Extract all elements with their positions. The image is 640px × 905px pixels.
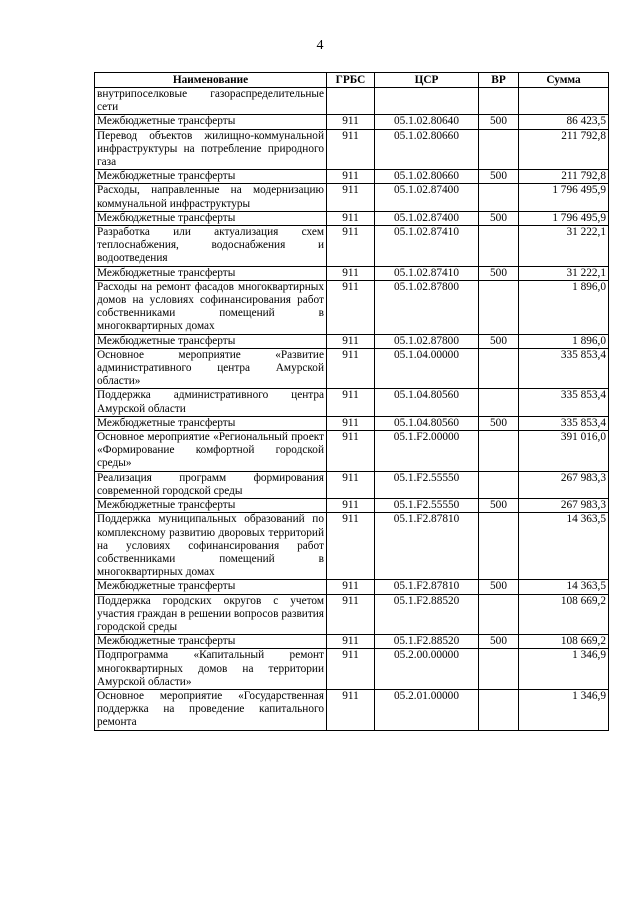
table-row — [95, 348, 609, 389]
cell-name: Межбюджетные трансферты — [95, 334, 327, 348]
cell-csr — [375, 88, 479, 115]
cell-name: Реализация программ формирования современной городской среды — [95, 471, 327, 498]
page-number: 4 — [316, 38, 324, 53]
cell-sum: 391 016,0 — [519, 431, 609, 472]
cell-sum: 335 853,4 — [519, 416, 609, 430]
cell-grbs: 911 — [327, 266, 375, 280]
cell-csr: 05.1.F2.55550 — [375, 499, 479, 513]
table-header-row — [95, 73, 609, 88]
cell-grbs: 911 — [327, 594, 375, 635]
cell-sum: 267 983,3 — [519, 471, 609, 498]
cell-name: Основное мероприятие «Региональный проект «Формирование комфортной городской среды» — [95, 431, 327, 472]
header-grbs: ГРБС — [327, 73, 375, 88]
cell-name: Перевод объектов жилищно-коммунальной инфраструктуры на потребление природного газа — [95, 129, 327, 170]
cell-csr: 05.1.02.80640 — [375, 115, 479, 129]
budget-table — [94, 72, 609, 731]
cell-vr — [479, 88, 519, 115]
cell-sum: 1 896,0 — [519, 334, 609, 348]
cell-name: Основное мероприятие «Государственная поддержка на проведение капитального ремонта — [95, 689, 327, 730]
cell-grbs: 911 — [327, 211, 375, 225]
table-row — [95, 211, 609, 225]
cell-vr — [479, 226, 519, 267]
cell-sum — [519, 88, 609, 115]
cell-grbs: 911 — [327, 513, 375, 580]
cell-grbs: 911 — [327, 635, 375, 649]
cell-grbs: 911 — [327, 115, 375, 129]
cell-name: Расходы на ремонт фасадов многоквартирных домов на условиях софинансирования работ собственниками помещений в многоквартирных домах — [95, 280, 327, 334]
cell-vr — [479, 389, 519, 416]
cell-grbs: 911 — [327, 129, 375, 170]
header-sum: Сумма — [519, 73, 609, 88]
cell-csr: 05.1.02.87410 — [375, 226, 479, 267]
table-row — [95, 334, 609, 348]
cell-vr — [479, 129, 519, 170]
cell-vr: 500 — [479, 334, 519, 348]
table-row — [95, 513, 609, 580]
cell-grbs: 911 — [327, 334, 375, 348]
cell-grbs: 911 — [327, 348, 375, 389]
cell-vr: 500 — [479, 211, 519, 225]
cell-vr — [479, 513, 519, 580]
cell-grbs: 911 — [327, 689, 375, 730]
cell-grbs: 911 — [327, 226, 375, 267]
cell-csr: 05.1.02.87800 — [375, 334, 479, 348]
cell-sum: 14 363,5 — [519, 513, 609, 580]
cell-grbs: 911 — [327, 580, 375, 594]
cell-name: Разработка или актуализация схем теплоснабжения, водоснабжения и водоотведения — [95, 226, 327, 267]
cell-name: Межбюджетные трансферты — [95, 580, 327, 594]
cell-sum: 211 792,8 — [519, 170, 609, 184]
cell-vr: 500 — [479, 635, 519, 649]
table-row — [95, 471, 609, 498]
cell-vr: 500 — [479, 499, 519, 513]
cell-sum: 1 346,9 — [519, 689, 609, 730]
cell-vr — [479, 471, 519, 498]
table-row — [95, 580, 609, 594]
cell-grbs — [327, 88, 375, 115]
cell-name: Поддержка городских округов с учетом участия граждан в решении вопросов развития городской среды — [95, 594, 327, 635]
cell-grbs: 911 — [327, 471, 375, 498]
cell-csr: 05.1.F2.87810 — [375, 580, 479, 594]
table-row — [95, 389, 609, 416]
cell-sum: 108 669,2 — [519, 594, 609, 635]
cell-csr: 05.1.F2.55550 — [375, 471, 479, 498]
cell-grbs: 911 — [327, 170, 375, 184]
cell-csr: 05.2.00.00000 — [375, 649, 479, 690]
header-vr: ВР — [479, 73, 519, 88]
cell-sum: 1 796 495,9 — [519, 184, 609, 211]
cell-sum: 1 346,9 — [519, 649, 609, 690]
cell-grbs: 911 — [327, 389, 375, 416]
header-name: Наименование — [95, 73, 327, 88]
cell-sum: 14 363,5 — [519, 580, 609, 594]
table-row — [95, 226, 609, 267]
cell-csr: 05.1.F2.88520 — [375, 635, 479, 649]
cell-csr: 05.1.02.87400 — [375, 184, 479, 211]
cell-vr: 500 — [479, 416, 519, 430]
cell-vr: 500 — [479, 580, 519, 594]
cell-name: Основное мероприятие «Развитие административного центра Амурской области» — [95, 348, 327, 389]
table-row — [95, 431, 609, 472]
cell-name: Подпрограмма «Капитальный ремонт многоквартирных домов на территории Амурской области» — [95, 649, 327, 690]
table-row — [95, 416, 609, 430]
cell-name: Межбюджетные трансферты — [95, 266, 327, 280]
cell-vr — [479, 431, 519, 472]
table-body — [95, 88, 609, 731]
cell-vr — [479, 280, 519, 334]
table-row — [95, 689, 609, 730]
table-row — [95, 184, 609, 211]
cell-name: Межбюджетные трансферты — [95, 211, 327, 225]
cell-name: Межбюджетные трансферты — [95, 635, 327, 649]
table-row — [95, 115, 609, 129]
cell-name: внутрипоселковые газораспределительные сети — [95, 88, 327, 115]
cell-csr: 05.1.02.87800 — [375, 280, 479, 334]
cell-sum: 335 853,4 — [519, 389, 609, 416]
table-row — [95, 594, 609, 635]
cell-csr: 05.1.F2.00000 — [375, 431, 479, 472]
table-row — [95, 649, 609, 690]
cell-csr: 05.1.02.80660 — [375, 170, 479, 184]
cell-sum: 1 796 495,9 — [519, 211, 609, 225]
cell-sum: 211 792,8 — [519, 129, 609, 170]
cell-grbs: 911 — [327, 431, 375, 472]
cell-grbs: 911 — [327, 280, 375, 334]
table-row — [95, 280, 609, 334]
table-row — [95, 499, 609, 513]
cell-sum: 267 983,3 — [519, 499, 609, 513]
cell-sum: 335 853,4 — [519, 348, 609, 389]
cell-grbs: 911 — [327, 416, 375, 430]
cell-name: Поддержка муниципальных образований по комплексному развитию дворовых территорий на условиях софинансирования работ собственниками помещений в многоквартирных домах — [95, 513, 327, 580]
cell-csr: 05.1.02.80660 — [375, 129, 479, 170]
cell-sum: 108 669,2 — [519, 635, 609, 649]
cell-name: Межбюджетные трансферты — [95, 499, 327, 513]
cell-name: Расходы, направленные на модернизацию коммунальной инфраструктуры — [95, 184, 327, 211]
cell-grbs: 911 — [327, 649, 375, 690]
table-row — [95, 635, 609, 649]
cell-vr: 500 — [479, 115, 519, 129]
cell-csr: 05.1.04.80560 — [375, 416, 479, 430]
cell-vr — [479, 649, 519, 690]
cell-name: Межбюджетные трансферты — [95, 416, 327, 430]
cell-vr — [479, 184, 519, 211]
table-row — [95, 88, 609, 115]
cell-csr: 05.1.02.87410 — [375, 266, 479, 280]
header-csr: ЦСР — [375, 73, 479, 88]
cell-vr — [479, 594, 519, 635]
cell-vr — [479, 689, 519, 730]
table-row — [95, 129, 609, 170]
cell-sum: 86 423,5 — [519, 115, 609, 129]
cell-csr: 05.1.F2.87810 — [375, 513, 479, 580]
cell-name: Поддержка административного центра Амурской области — [95, 389, 327, 416]
cell-vr: 500 — [479, 266, 519, 280]
table-row — [95, 170, 609, 184]
cell-csr: 05.1.02.87400 — [375, 211, 479, 225]
cell-grbs: 911 — [327, 499, 375, 513]
cell-vr: 500 — [479, 170, 519, 184]
cell-sum: 1 896,0 — [519, 280, 609, 334]
cell-csr: 05.1.04.80560 — [375, 389, 479, 416]
cell-csr: 05.1.04.00000 — [375, 348, 479, 389]
cell-vr — [479, 348, 519, 389]
cell-sum: 31 222,1 — [519, 226, 609, 267]
cell-name: Межбюджетные трансферты — [95, 170, 327, 184]
table-row — [95, 266, 609, 280]
cell-csr: 05.1.F2.88520 — [375, 594, 479, 635]
cell-csr: 05.2.01.00000 — [375, 689, 479, 730]
cell-sum: 31 222,1 — [519, 266, 609, 280]
cell-grbs: 911 — [327, 184, 375, 211]
cell-name: Межбюджетные трансферты — [95, 115, 327, 129]
